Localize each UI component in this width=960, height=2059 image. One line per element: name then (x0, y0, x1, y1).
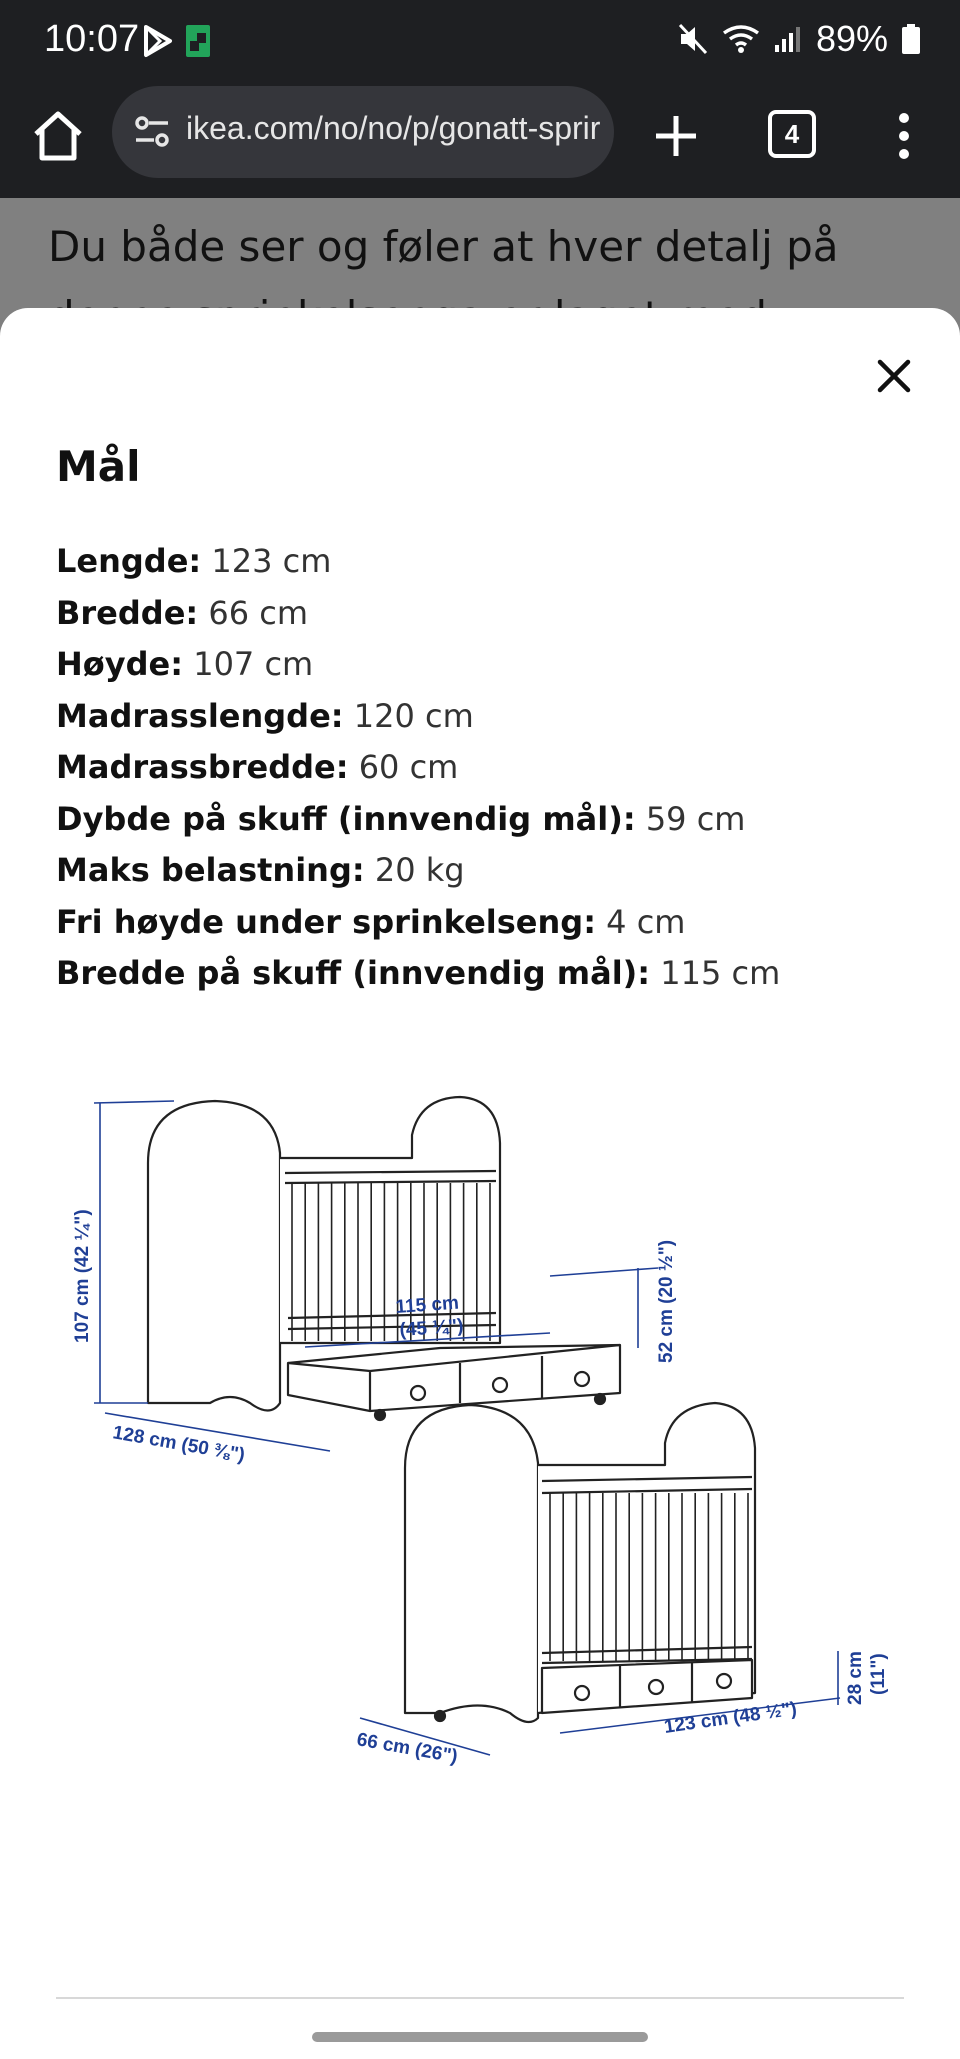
site-settings-icon[interactable] (132, 112, 172, 152)
dimension-row (56, 845, 916, 897)
dimension-value: 107 cm (193, 645, 314, 683)
new-tab-icon[interactable] (648, 108, 704, 164)
dimension-value: 59 cm (645, 799, 746, 838)
background-page-text: Du både ser og føler at hver detalj på (48, 222, 839, 271)
close-icon[interactable] (872, 354, 916, 398)
dimension-row (56, 639, 916, 691)
dimension-value: 66 cm (208, 593, 309, 632)
dimension-row (56, 897, 916, 949)
dimensions-sheet (0, 308, 960, 2059)
drawer-width-dimension-label: 115 cm (394, 1292, 460, 1318)
address-bar[interactable] (112, 86, 614, 178)
dimension-label: Madrasslengde: (56, 696, 344, 735)
dimension-row (56, 536, 916, 588)
dimension-label: Maks belastning: (56, 851, 365, 889)
dimension-value: 123 cm (211, 542, 332, 580)
dimension-list (56, 536, 916, 1000)
play-store-icon (142, 24, 174, 58)
dimension-row (56, 691, 916, 743)
battery-icon (902, 24, 920, 54)
base-height-dimension-label: 28 cm (845, 1651, 866, 1705)
signal-icon (774, 25, 802, 53)
dimension-label: Dybde på skuff (innvendig mål): (56, 799, 636, 838)
sheets-app-icon (186, 25, 210, 57)
url-text[interactable]: ikea.com/no/no/p/gonatt-sprir (186, 110, 601, 146)
base-height-inch-label: (11") (868, 1653, 889, 1695)
drawer-height-dimension-label: 52 cm (20 ½") (656, 1239, 677, 1363)
more-options-icon[interactable] (884, 106, 924, 166)
dimension-value: 4 cm (606, 902, 686, 941)
sheet-title: Mål (56, 442, 141, 491)
dimension-value: 115 cm (660, 954, 781, 992)
home-icon[interactable] (30, 108, 86, 164)
status-bar (0, 0, 960, 84)
gesture-navigation-bar[interactable] (312, 2032, 648, 2042)
dimension-value: 120 cm (353, 696, 474, 735)
length-dimension-label: 123 cm (48 ½") (662, 1698, 799, 1738)
dimension-label: Bredde: (56, 593, 199, 632)
dimension-row (56, 588, 916, 640)
dimension-label: Fri høyde under sprinkelseng: (56, 902, 596, 941)
battery-percentage: 89% (815, 18, 888, 59)
dimension-row (56, 948, 916, 1000)
tab-switcher-button[interactable]: 4 (768, 110, 816, 158)
dimension-label: Bredde på skuff (innvendig mål): (56, 954, 651, 992)
background-page (0, 198, 960, 318)
width-dimension-label: 66 cm (26") (355, 1729, 460, 1768)
dimension-value: 20 kg (374, 851, 465, 889)
section-divider (56, 1997, 904, 1999)
height-dimension-label: 107 cm (42 ¼") (72, 1209, 93, 1343)
dimension-value: 60 cm (358, 748, 459, 786)
wifi-icon (722, 24, 760, 54)
mute-vibrate-icon (678, 23, 708, 55)
dimension-row (56, 742, 916, 794)
dimension-row (56, 794, 916, 846)
browser-toolbar (0, 84, 960, 198)
crib-dimension-diagram (60, 1073, 900, 1768)
status-time: 10:07 (44, 18, 140, 60)
open-depth-dimension-label: 128 cm (50 ⅜") (111, 1422, 247, 1467)
dimension-label: Høyde: (56, 645, 184, 683)
dimension-label: Madrassbredde: (56, 748, 349, 786)
dimension-label: Lengde: (56, 542, 202, 580)
drawer-width-inch-label: (45 ¼") (398, 1315, 465, 1341)
